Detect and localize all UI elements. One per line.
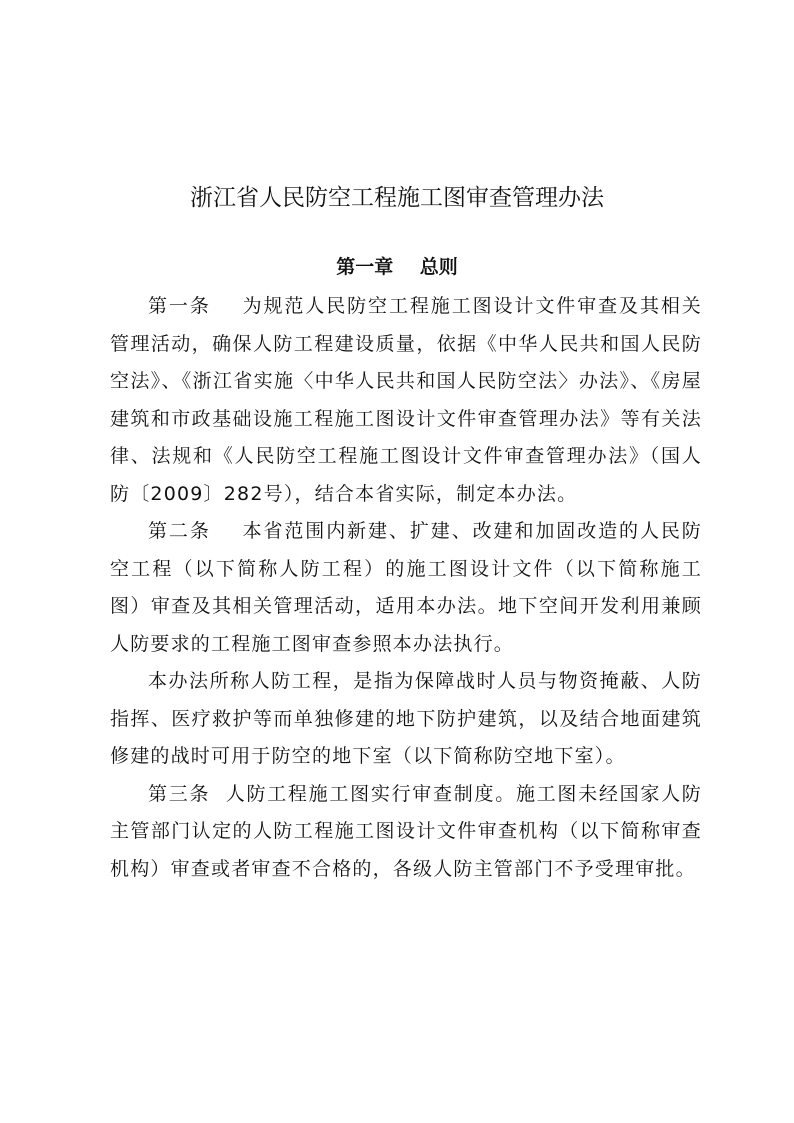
document-title: 浙江省人民防空工程施工图审查管理办法	[190, 185, 604, 211]
paragraph-definition: 本办法所称人防工程，是指为保障战时人员与物资掩蔽、人防指挥、医疗救护等而单独修建的地下防护建筑，以及结合地面建筑修建的战时可用于防空的地下室（以下简称防空地下室）。	[110, 670, 702, 767]
paragraph-article-3: 第三条 人防工程施工图实行审查制度。施工图未经国家人防主管部门认定的人防工程施工图设计文件审查机构（以下简称审查机构）审查或者审查不合格的，各级人防主管部门不予受理审批。	[110, 782, 702, 880]
chapter-heading: 第一章 总则	[336, 256, 458, 278]
paragraph-article-1: 第一条 为规范人民防空工程施工图设计文件审查及其相关管理活动，确保人防工程建设质量，依据《中华人民共和国人民防空法》、《浙江省实施〈中华人民共和国人民防空法〉办法》、《房屋建筑和市政基础设施工程施工图设计文件审查管理办法》等有关法律、法规和《人民防空工程施工图设计文件审查管理办法》（国人防〔2009〕282号），结合本省实际，制定本办法。	[110, 295, 702, 505]
document-body	[110, 288, 702, 888]
paragraph-article-2: 第二条 本省范围内新建、扩建、改建和加固改造的人民防空工程（以下简称人防工程）的施工图设计文件（以下简称施工图）审查及其相关管理活动，适用本办法。地下空间开发利用兼顾人防要求的工程施工图审查参照本办法执行。	[110, 520, 702, 655]
